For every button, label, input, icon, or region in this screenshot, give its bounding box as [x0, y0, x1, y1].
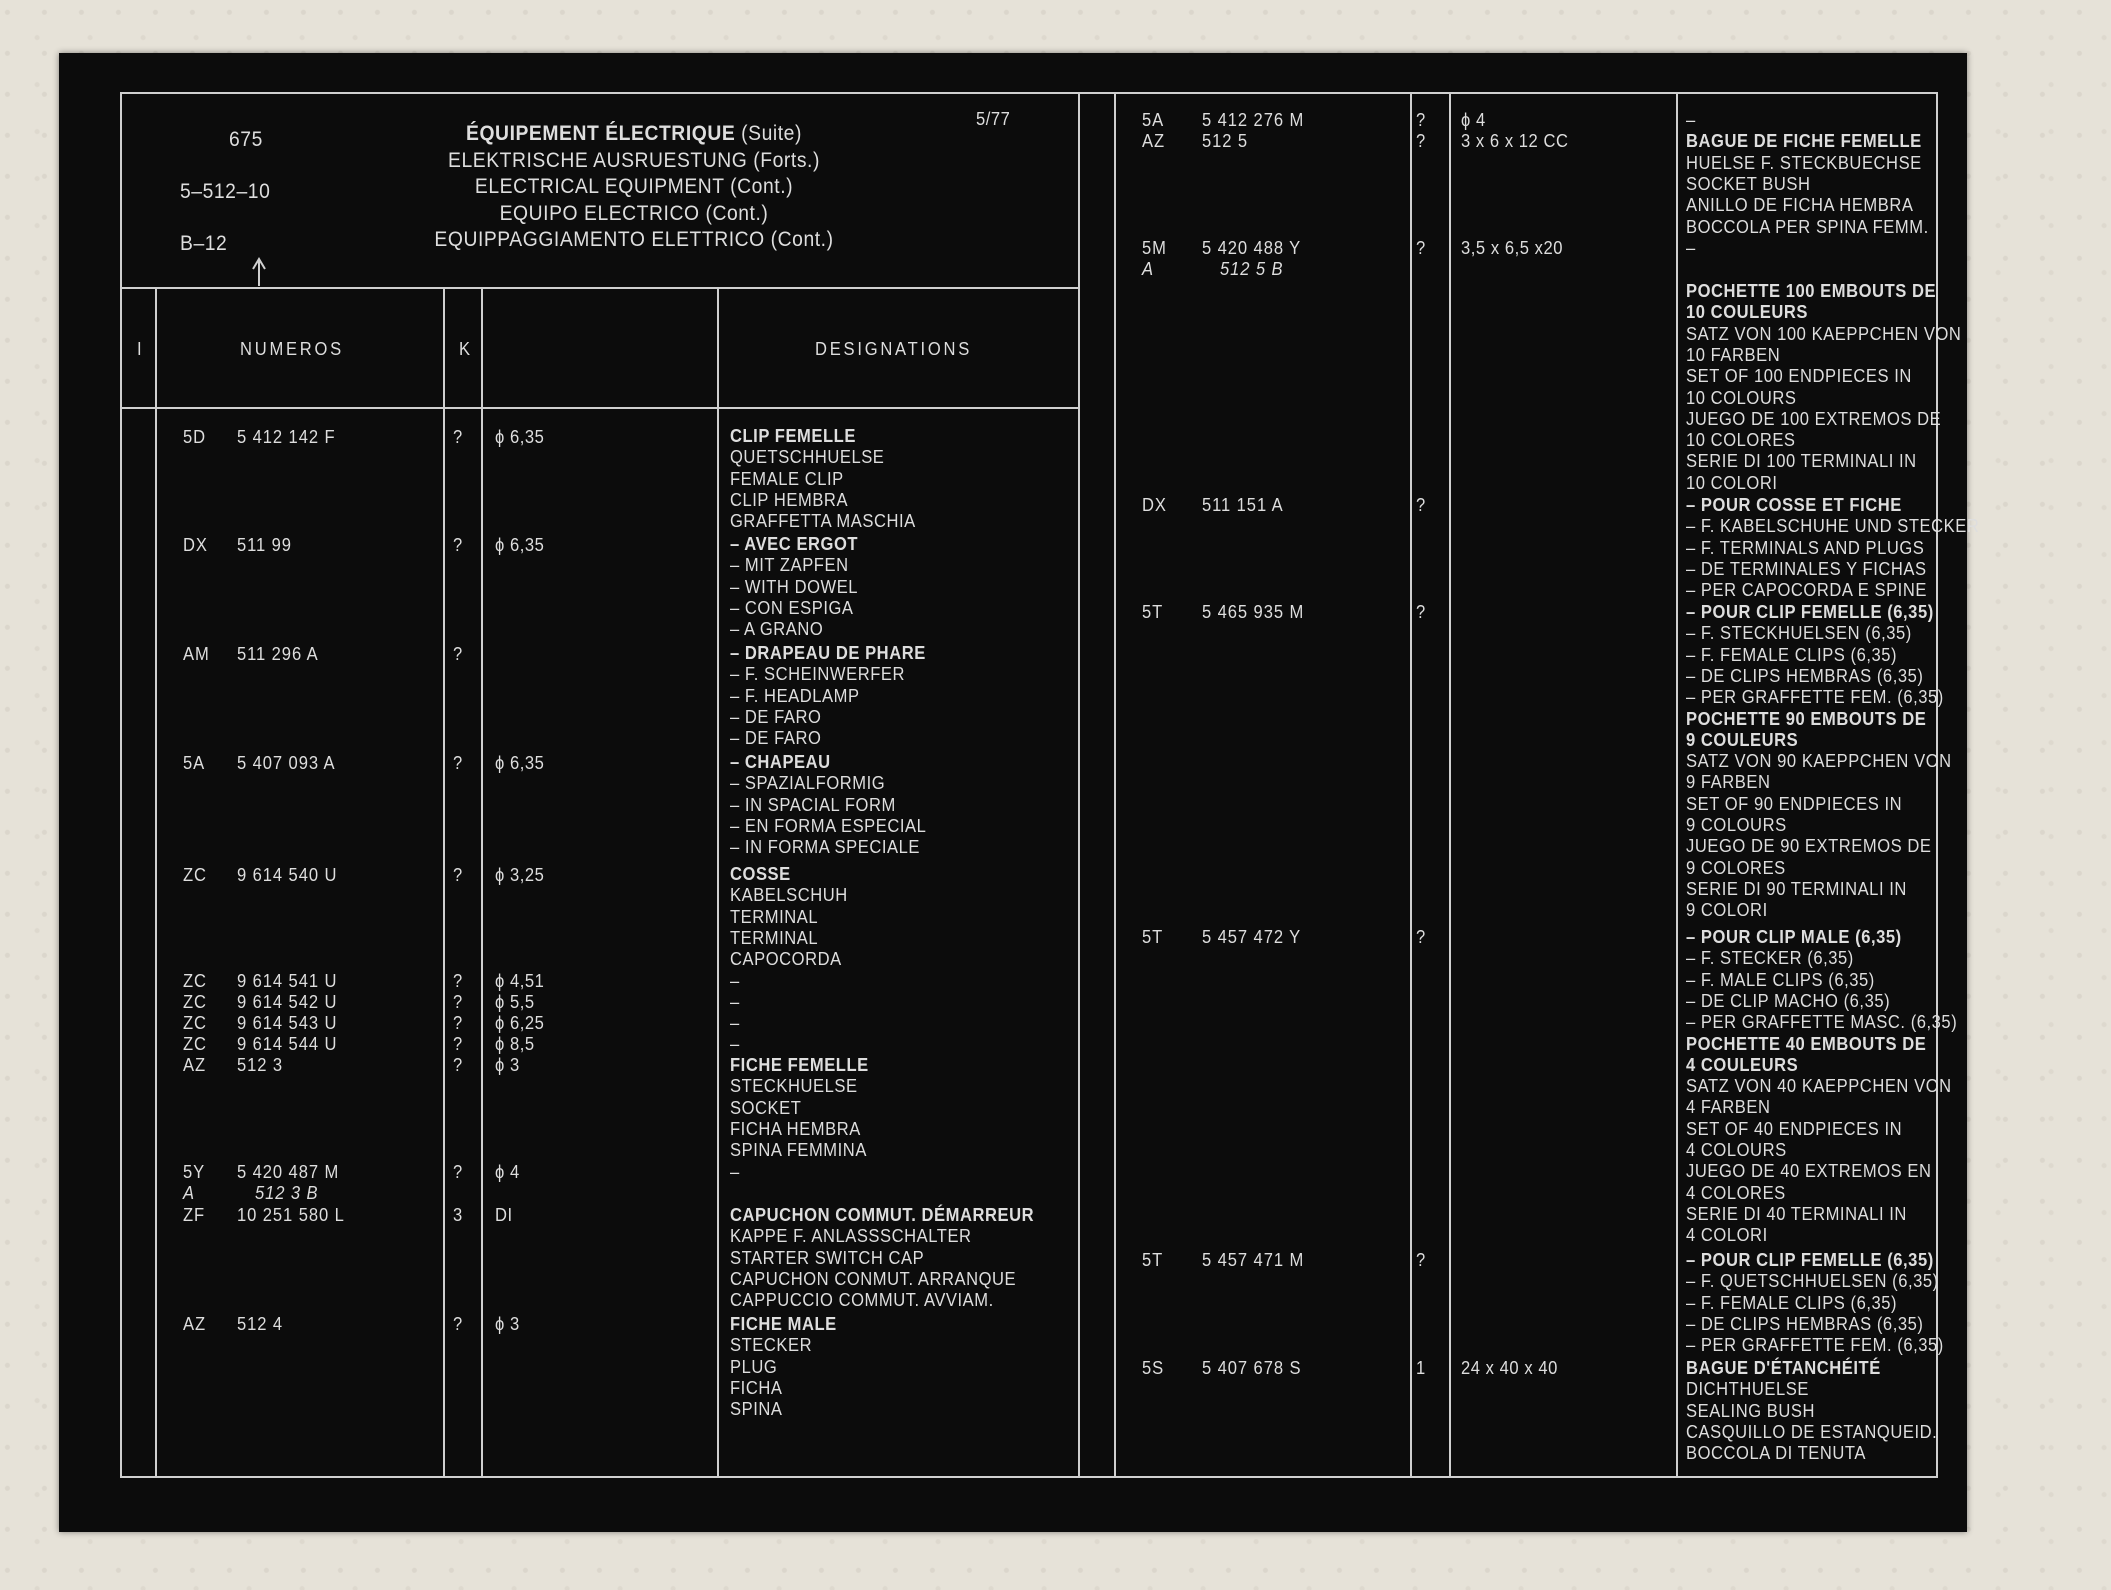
part-code: 5T: [1142, 602, 1164, 622]
designation-line: – F. STECKHUELSEN (6,35): [1686, 623, 1912, 644]
section-title-line: [466, 121, 802, 147]
quantity-k: 3: [453, 1205, 463, 1225]
col-header-numeros: NUMEROS: [240, 339, 344, 359]
designation-line: –: [730, 1013, 740, 1033]
designation-line: – DE CLIP MACHO (6,35): [1686, 990, 1891, 1011]
designation-line: KAPPE F. ANLASSSCHALTER: [730, 1226, 972, 1247]
designation-line: – POUR CLIP FEMELLE (6,35): [1686, 1250, 1934, 1270]
part-number: 9 614 542 U: [237, 992, 338, 1012]
part-spec: 3,5 x 6,5 x20: [1461, 238, 1564, 258]
section-title-text: (Suite): [735, 122, 802, 145]
designation-line: JUEGO DE 40 EXTREMOS EN: [1686, 1161, 1932, 1182]
quantity-k: ?: [1416, 110, 1426, 130]
designation-line: 9 COLORES: [1686, 857, 1786, 878]
designation-line: – EN FORMA ESPECIAL: [730, 815, 927, 836]
designation-line: –: [1686, 110, 1696, 130]
section-title-text: ELEKTRISCHE AUSRUESTUNG (Forts.): [448, 148, 820, 172]
designation-line: CAPOCORDA: [730, 949, 842, 970]
designation-line: – DE FARO: [730, 728, 822, 749]
designation-line: CAPPUCCIO COMMUT. AVVIAM.: [730, 1290, 994, 1311]
designation-line: FICHA: [730, 1377, 783, 1398]
part-spec: ϕ 3: [495, 1314, 520, 1334]
alt-number: 512 5 B: [1220, 259, 1284, 280]
col-header-designations: DESIGNATIONS: [815, 339, 973, 359]
designation-line: 10 FARBEN: [1686, 344, 1781, 365]
designation-line: BOCCOLA DI TENUTA: [1686, 1443, 1866, 1464]
section-title-line: [475, 174, 793, 200]
designation-line: ANILLO DE FICHA HEMBRA: [1686, 195, 1914, 216]
part-code: AZ: [1142, 131, 1166, 152]
designation-line: 9 FARBEN: [1686, 772, 1771, 793]
designation-line: KABELSCHUH: [730, 885, 848, 906]
designation-line: – DE CLIPS HEMBRAS (6,35): [1686, 665, 1924, 686]
designation-line: SERIE DI 90 TERMINALI IN: [1686, 878, 1907, 899]
designation-line: –: [730, 971, 740, 991]
designation-line: SOCKET BUSH: [1686, 173, 1811, 194]
part-number: 5 457 471 M: [1202, 1250, 1305, 1270]
part-number: 512 4: [237, 1314, 284, 1334]
part-spec: ϕ 5,5: [495, 992, 535, 1012]
part-number: 5 407 678 S: [1202, 1358, 1302, 1378]
part-spec: ϕ 3,25: [495, 865, 545, 885]
quantity-k: ?: [453, 427, 463, 447]
part-code: 5A: [1142, 110, 1165, 130]
designation-line: – IN FORMA SPECIALE: [730, 837, 920, 858]
designation-line: – CON ESPIGA: [730, 597, 854, 618]
designation-line: SERIE DI 100 TERMINALI IN: [1686, 451, 1917, 472]
designation-line: POCHETTE 90 EMBOUTS DE: [1686, 708, 1927, 729]
part-number: 5 407 093 A: [237, 753, 336, 773]
designation-line: FICHE FEMELLE: [730, 1055, 869, 1075]
designation-line: FEMALE CLIP: [730, 468, 844, 489]
designation-line: –: [730, 1162, 740, 1182]
designation-line: SOCKET: [730, 1097, 802, 1118]
quantity-k: ?: [453, 1034, 463, 1054]
part-number: 512 3: [237, 1055, 284, 1075]
designation-line: STECKER: [730, 1335, 813, 1356]
designation-line: – POUR COSSE ET FICHE: [1686, 495, 1902, 515]
designation-line: SPINA: [730, 1399, 783, 1420]
quantity-k: ?: [453, 753, 463, 773]
quantity-k: ?: [1416, 1250, 1426, 1270]
designation-line: SATZ VON 100 KAEPPCHEN VON: [1686, 323, 1962, 344]
part-number: 5 457 472 Y: [1202, 927, 1302, 947]
designation-line: – WITH DOWEL: [730, 576, 859, 597]
part-code: ZC: [183, 1034, 207, 1054]
designation-line: SET OF 90 ENDPIECES IN: [1686, 793, 1903, 814]
part-spec: ϕ 6,35: [495, 753, 545, 773]
designation-line: TERMINAL: [730, 927, 819, 948]
page-number: 675: [229, 128, 263, 151]
designation-line: –: [730, 992, 740, 1012]
part-code: DX: [183, 535, 208, 555]
section-title-bold: ÉQUIPEMENT ÉLECTRIQUE: [466, 122, 736, 145]
designation-line: – AVEC ERGOT: [730, 534, 859, 554]
designation-line: SET OF 100 ENDPIECES IN: [1686, 366, 1912, 387]
designation-line: SATZ VON 40 KAEPPCHEN VON: [1686, 1076, 1952, 1097]
designation-line: – PER CAPOCORDA E SPINE: [1686, 580, 1927, 601]
quantity-k: ?: [453, 644, 463, 664]
designation-line: SEALING BUSH: [1686, 1400, 1816, 1421]
col-header-k: K: [459, 339, 471, 359]
section-title-line: [448, 148, 820, 174]
quantity-k: 1: [1416, 1358, 1426, 1378]
designation-line: JUEGO DE 90 EXTREMOS DE: [1686, 836, 1932, 857]
designation-line: –: [1686, 237, 1696, 258]
designation-line: – F. HEADLAMP: [730, 685, 860, 706]
designation-line: 9 COLOURS: [1686, 815, 1787, 835]
up-arrow-icon: [253, 259, 265, 286]
part-code: DX: [1142, 495, 1167, 515]
designation-line: – F. FEMALE CLIPS (6,35): [1686, 644, 1898, 665]
part-spec: ϕ 4,51: [495, 971, 545, 991]
designation-line: – PER GRAFFETTE FEM. (6,35): [1686, 687, 1944, 708]
designation-line: 10 COLORES: [1686, 430, 1796, 451]
section-title-text: EQUIPPAGGIAMENTO ELETTRICO (Cont.): [434, 228, 834, 251]
designation-line: – CHAPEAU: [730, 752, 831, 772]
part-spec: ϕ 4: [1461, 110, 1486, 130]
quantity-k: ?: [1416, 238, 1426, 258]
col-header-i: I: [137, 339, 143, 359]
designation-line: FICHE MALE: [730, 1314, 837, 1334]
section-title-text: ELECTRICAL EQUIPMENT (Cont.): [474, 175, 794, 198]
quantity-k: ?: [453, 971, 463, 991]
quantity-k: ?: [453, 1314, 463, 1334]
designation-line: – DE TERMINALES Y FICHAS: [1686, 558, 1927, 579]
designation-line: – DE CLIPS HEMBRAS (6,35): [1686, 1313, 1924, 1334]
part-spec: ϕ 6,35: [495, 427, 545, 447]
part-number: 5 412 142 F: [237, 427, 336, 447]
designation-line: TERMINAL: [730, 906, 819, 927]
designation-line: QUETSCHHUELSE: [730, 447, 885, 468]
part-spec: ϕ 8,5: [495, 1034, 535, 1054]
designation-line: BAGUE DE FICHE FEMELLE: [1686, 131, 1922, 152]
designation-line: –: [730, 1034, 740, 1054]
part-code: ZC: [183, 865, 207, 885]
alt-code: A: [183, 1183, 195, 1204]
designation-line: 4 FARBEN: [1686, 1097, 1771, 1118]
designation-line: – POUR CLIP FEMELLE (6,35): [1686, 602, 1934, 622]
designation-line: – MIT ZAPFEN: [730, 555, 849, 576]
designation-line: – IN SPACIAL FORM: [730, 794, 896, 815]
designation-line: CLIP FEMELLE: [730, 426, 856, 446]
quantity-k: ?: [1416, 927, 1426, 947]
designation-line: PLUG: [730, 1356, 778, 1377]
designation-line: POCHETTE 100 EMBOUTS DE: [1686, 281, 1937, 301]
part-code: ZC: [183, 1013, 207, 1033]
designation-line: BOCCOLA PER SPINA FEMM.: [1686, 216, 1929, 237]
part-spec: ϕ 3: [495, 1055, 520, 1075]
designation-line: – F. KABELSCHUHE UND STECKER: [1686, 516, 1980, 537]
designation-line: CAPUCHON COMMUT. DÉMARREUR: [730, 1205, 1035, 1225]
quantity-k: ?: [1416, 131, 1426, 152]
part-code: AM: [183, 644, 210, 664]
designation-line: SPINA FEMMINA: [730, 1140, 867, 1161]
alt-code: A: [1142, 259, 1154, 280]
part-number: 512 5: [1202, 131, 1249, 152]
designation-line: – PER GRAFFETTE MASC. (6,35): [1686, 1012, 1958, 1033]
part-number: 5 412 276 M: [1202, 110, 1305, 130]
table-grid-lines: [59, 53, 1967, 1532]
reference-b: B–12: [180, 232, 228, 255]
part-number: 9 614 544 U: [237, 1034, 338, 1054]
designation-line: COSSE: [730, 864, 791, 884]
parts-catalog-card: [59, 53, 1980, 1532]
designation-line: STECKHUELSE: [730, 1076, 858, 1097]
designation-line: SATZ VON 90 KAEPPCHEN VON: [1686, 751, 1952, 772]
part-spec: ϕ 6,25: [495, 1013, 545, 1033]
part-number: 9 614 541 U: [237, 971, 338, 991]
quantity-k: ?: [453, 535, 463, 555]
part-code: AZ: [183, 1314, 207, 1334]
part-number: 9 614 543 U: [237, 1013, 338, 1033]
part-code: 5T: [1142, 1250, 1164, 1270]
part-spec: DI: [495, 1205, 513, 1225]
designation-line: 9 COULEURS: [1686, 729, 1799, 750]
part-code: 5Y: [183, 1162, 206, 1182]
designation-line: 4 COLORES: [1686, 1182, 1786, 1203]
designation-line: – F. FEMALE CLIPS (6,35): [1686, 1292, 1898, 1313]
designation-line: – DE FARO: [730, 706, 822, 727]
quantity-k: ?: [453, 992, 463, 1012]
designation-line: CLIP HEMBRA: [730, 489, 849, 510]
designation-line: – POUR CLIP MALE (6,35): [1686, 927, 1902, 947]
designation-line: STARTER SWITCH CAP: [730, 1247, 925, 1268]
part-code: 5T: [1142, 927, 1164, 947]
designation-line: GRAFFETTA MASCHIA: [730, 511, 916, 532]
part-code: 5A: [183, 753, 206, 773]
quantity-k: ?: [453, 1162, 463, 1182]
part-code: ZC: [183, 971, 207, 991]
designation-line: CAPUCHON CONMUT. ARRANQUE: [730, 1268, 1017, 1289]
designation-line: BAGUE D'ÉTANCHÉITÉ: [1686, 1358, 1881, 1378]
designation-line: 4 COLOURS: [1686, 1140, 1787, 1160]
part-code: ZF: [183, 1205, 206, 1225]
part-code: AZ: [183, 1055, 207, 1075]
part-code: 5M: [1142, 238, 1167, 258]
section-title-line: [434, 227, 833, 253]
designation-line: – F. QUETSCHHUELSEN (6,35): [1686, 1271, 1939, 1292]
designation-line: SERIE DI 40 TERMINALI IN: [1686, 1203, 1907, 1224]
designation-line: CASQUILLO DE ESTANQUEID.: [1686, 1421, 1938, 1442]
designation-line: – F. TERMINALS AND PLUGS: [1686, 537, 1925, 558]
quantity-k: ?: [1416, 495, 1426, 515]
part-spec: 3 x 6 x 12 CC: [1461, 131, 1569, 152]
designation-line: – A GRANO: [730, 619, 824, 640]
quantity-k: ?: [453, 1055, 463, 1075]
edition-date: 5/77: [976, 109, 1011, 129]
designation-line: – F. SCHEINWERFER: [730, 664, 906, 685]
part-number: 9 614 540 U: [237, 865, 338, 885]
designation-line: HUELSE F. STECKBUECHSE: [1686, 152, 1922, 173]
alt-number: 512 3 B: [255, 1183, 319, 1204]
designation-line: 4 COULEURS: [1686, 1054, 1799, 1075]
designation-line: 4 COLORI: [1686, 1225, 1768, 1246]
designation-line: 10 COLOURS: [1686, 387, 1797, 408]
part-number: 511 151 A: [1202, 495, 1284, 515]
part-spec: ϕ 4: [495, 1162, 520, 1182]
designation-line: 10 COULEURS: [1686, 302, 1809, 323]
part-number: 5 420 487 M: [237, 1162, 340, 1182]
designation-line: POCHETTE 40 EMBOUTS DE: [1686, 1033, 1927, 1054]
quantity-k: ?: [1416, 602, 1426, 622]
designation-line: – F. MALE CLIPS (6,35): [1686, 969, 1875, 990]
part-number: 511 296 A: [237, 644, 319, 664]
designation-line: 9 COLORI: [1686, 900, 1768, 921]
part-code: ZC: [183, 992, 207, 1012]
part-code: 5D: [183, 427, 207, 447]
part-spec: 24 x 40 x 40: [1461, 1358, 1558, 1378]
section-title-text: EQUIPO ELECTRICO (Cont.): [499, 201, 769, 225]
part-code: 5S: [1142, 1358, 1165, 1378]
quantity-k: ?: [453, 865, 463, 885]
designation-line: – SPAZIALFORMIG: [730, 773, 886, 794]
designation-line: – PER GRAFFETTE FEM. (6,35): [1686, 1335, 1944, 1356]
designation-line: – F. STECKER (6,35): [1686, 948, 1854, 969]
designation-line: FICHA HEMBRA: [730, 1118, 861, 1139]
designation-line: JUEGO DE 100 EXTREMOS DE: [1686, 408, 1942, 429]
section-title-line: [500, 201, 769, 227]
designation-line: SET OF 40 ENDPIECES IN: [1686, 1118, 1903, 1139]
reference-number: 5–512–10: [180, 180, 271, 203]
part-number: 10 251 580 L: [237, 1205, 345, 1225]
designation-line: DICHTHUELSE: [1686, 1379, 1809, 1400]
part-spec: ϕ 6,35: [495, 535, 545, 555]
quantity-k: ?: [453, 1013, 463, 1033]
part-number: 5 465 935 M: [1202, 602, 1305, 622]
part-number: 5 420 488 Y: [1202, 238, 1302, 258]
designation-line: 10 COLORI: [1686, 472, 1778, 493]
designation-line: – DRAPEAU DE PHARE: [730, 643, 926, 663]
part-number: 511 99: [237, 535, 292, 555]
